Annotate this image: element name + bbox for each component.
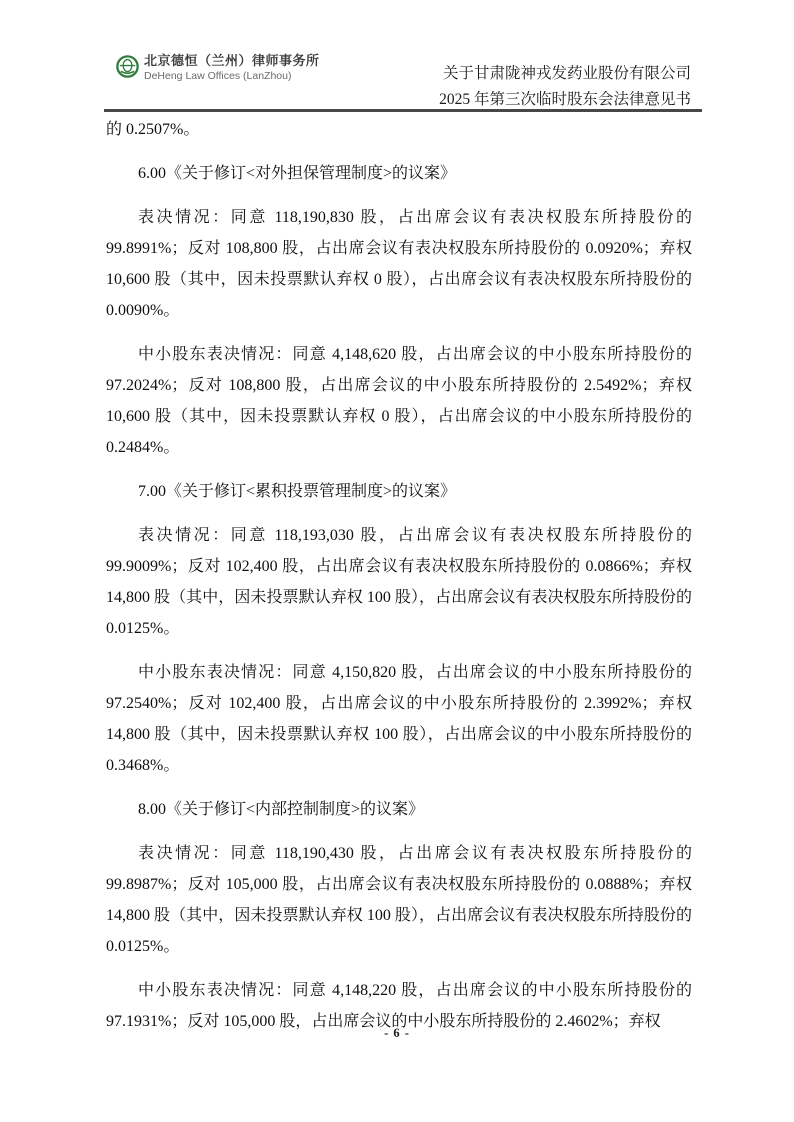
section-heading-8: 8.00《关于修订<内部控制制度>的议案》 [138,801,425,818]
section-heading-6: 6.00《关于修订<对外担保管理制度>的议案》 [138,165,457,182]
deheng-seal-icon [116,55,139,78]
header-divider [104,109,702,112]
law-firm-names [144,54,320,82]
vote-result-paragraph: 表决情况：同意 118,193,030 股，占出席会议有表决权股东所持股份的 99.9009%；反对 102,400 股，占出席会议有表决权股东所持股份的 0.0866%；弃权 14,800 股（其中，因未投票默认弃权 100 股），占出席会议有表决权股东所持股份的 0.0125%。 [106,527,692,637]
law-firm-name-cn: 北京德恒（兰州）律师事务所 [144,53,320,68]
document-title [439,61,691,113]
minor-shareholder-vote-paragraph: 中小股东表决情况：同意 4,148,620 股，占出席会议的中小股东所持股份的 97.2024%；反对 108,800 股，占出席会议的中小股东所持股份的 2.5492%；弃权 10,600 股（其中，因未投票默认弃权 0 股），占出席会议的中小股东所持股份的 0.2484%。 [106,346,692,456]
document-title-line2: 2025 年第三次临时股东会法律意见书 [439,91,691,108]
paragraph-continuation: 的 0.2507%。 [106,121,200,138]
document-body [106,114,692,1037]
document-title-line1: 关于甘肃陇神戎发药业股份有限公司 [442,65,691,82]
vote-result-paragraph: 表决情况：同意 118,190,430 股，占出席会议有表决权股东所持股份的 99.8987%；反对 105,000 股，占出席会议有表决权股东所持股份的 0.0888%；弃权 14,800 股（其中，因未投票默认弃权 100 股），占出席会议有表决权股东所持股份的 0.0125%。 [106,845,692,955]
vote-result-paragraph: 表决情况：同意 118,190,830 股，占出席会议有表决权股东所持股份的 99.8991%；反对 108,800 股，占出席会议有表决权股东所持股份的 0.0920%；弃权 10,600 股（其中，因未投票默认弃权 0 股），占出席会议有表决权股东所持股份的 0.0090%。 [106,209,692,319]
minor-shareholder-vote-paragraph: 中小股东表决情况：同意 4,148,220 股，占出席会议的中小股东所持股份的 97.1931%；反对 105,000 股，占出席会议的中小股东所持股份的 2.4602%；弃权 [106,982,692,1030]
minor-shareholder-vote-paragraph: 中小股东表决情况：同意 4,150,820 股，占出席会议的中小股东所持股份的 97.2540%；反对 102,400 股，占出席会议的中小股东所持股份的 2.3992%；弃权 14,800 股（其中，因未投票默认弃权 100 股），占出席会议的中小股东所持股份的 0.3468%。 [106,664,692,774]
page-number: - 6 - [384,1026,410,1040]
section-heading-7: 7.00《关于修订<累积投票管理制度>的议案》 [138,483,457,500]
law-firm-name-en: DeHeng Law Offices (LanZhou) [144,69,292,82]
law-firm-logo-block [116,54,320,82]
